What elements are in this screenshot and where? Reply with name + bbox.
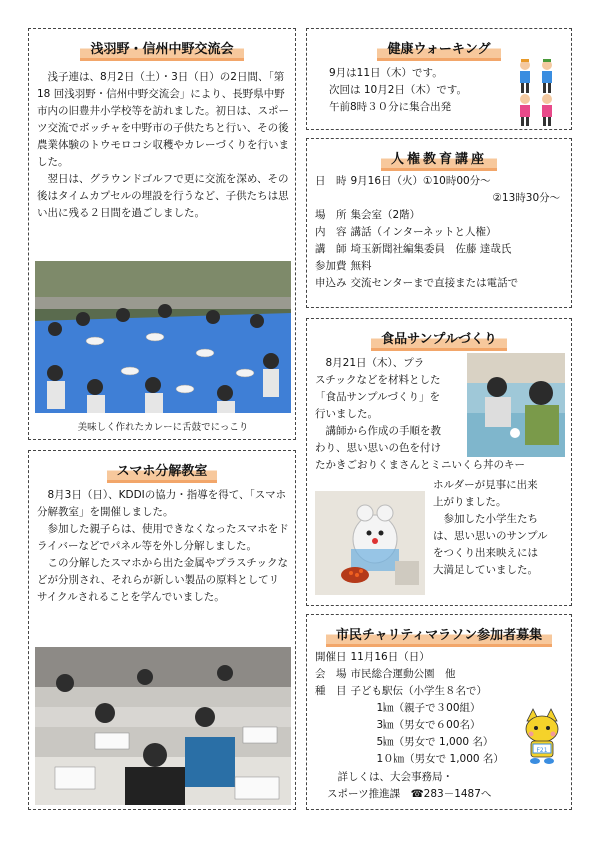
smartphone-body (37, 487, 289, 606)
jinken-row: ②13時30分～ (492, 192, 561, 204)
jinken-title: 人権教育講座 (307, 147, 571, 171)
sample-body-bottom (433, 477, 569, 579)
marathon-row: 5㎞（男女で 1,000 名） (376, 736, 494, 748)
curry-photo-caption: 美味しく作れたカレーに舌鼓でにっこり (77, 422, 249, 433)
sample-line: 大満足していました。 (433, 564, 538, 576)
smartphone-paragraph-2: 参加した親子らは、使用できなくなったスマホをドライバーなどでパネル等を外し分解しました。 (37, 523, 289, 552)
walking-title: 健康ウォーキング (307, 37, 571, 61)
marathon-row: 種 目 子ども駅伝（小学生８名で） (315, 685, 487, 697)
jinken-row: 内 容 講話（インターネットと人権） (315, 226, 497, 238)
marathon-row: 3㎞（男女で６00名） (376, 719, 481, 731)
exchange-paragraph-2: 翌日は、グラウンドゴルフで更に交流を深め、その後はタイムカプセルの埋設を行うなど、子供たちは思い出に残る２日間を過ごしました。 (37, 173, 289, 219)
marathon-row: 1０㎞（男女で 1,000 名） (376, 753, 504, 765)
smartphone-title: スマホ分解教室 (29, 459, 295, 483)
walking-line-1: 9月は11日（木）です。 (329, 67, 443, 79)
mascot-illustration (517, 707, 567, 767)
walking-line-3: 午前8時３０分に集合出発 (329, 101, 452, 113)
jinken-row: 申込み 交流センターまで直接または電話で (315, 277, 519, 289)
sample-photo-keychain-illustration (315, 491, 425, 595)
marathon-section (306, 614, 572, 810)
sample-line: は、思い思いのサンプル (433, 530, 548, 542)
marathon-row: 会 場 市民総合運動公園 他 (315, 668, 456, 680)
exchange-body (37, 69, 289, 222)
sample-line: 上がりました。 (433, 496, 507, 508)
sample-line: 参加した小学生たち (443, 513, 538, 525)
sample-title: 食品サンプルづくり (307, 327, 571, 351)
sample-line: たかきごおりくまさんとミニいくら丼のキー (315, 459, 525, 471)
jinken-row: 場 所 集会室（2階） (315, 209, 421, 221)
sample-line: スチックなどを材料とした (315, 374, 441, 386)
sample-photo-kids-illustration (467, 353, 565, 457)
smartphone-section (28, 450, 296, 810)
jinken-row: 講 師 埼玉新聞社編集委員 佐藤 達哉氏 (315, 243, 512, 255)
sample-line: ホルダーが見事に出来 (433, 479, 538, 491)
jinken-row: 日 時 9月16日（火）①10時00分～ (315, 175, 491, 187)
sample-line: 講師から作成の手順を教 (325, 425, 441, 437)
sample-line: 行いました。 (315, 408, 378, 420)
marathon-footer-line-1: 詳しくは、大会事務局・ (337, 771, 453, 783)
sample-line: 8月21日（木）、プラ (325, 357, 425, 369)
jinken-table (315, 173, 564, 292)
exchange-section (28, 28, 296, 440)
walking-body (329, 65, 509, 116)
marathon-table (315, 649, 508, 768)
smartphone-photo-illustration (35, 647, 291, 805)
curry-photo (35, 261, 291, 413)
sample-body-wide (315, 457, 569, 474)
jinken-row: 参加費 無料 (315, 260, 372, 272)
exchange-paragraph-1: 浅子連は、8月2日（土）・3日（日）の2日間、「第 18 回浅羽野・信州中野交流会」により、長野県中野市内の旧豊井小学校等を訪れました。初日は、スポーツ交流でボッチャを中野市の子供たちと行い、その後農業体験のトウモロコシ収穫やカレーづくりを行いました。 (37, 71, 289, 168)
jinken-section (306, 138, 572, 308)
smartphone-paragraph-3: この分解したスマホから出た金属やプラスチックなどが分別され、それらが新しい製品の原料としてリサイクルされることを学んでいました。 (37, 557, 288, 603)
sample-photo-keychain (315, 491, 425, 595)
sample-photo-kids (467, 353, 565, 457)
sample-line: をつくり出来映えには (433, 547, 538, 559)
walking-section (306, 28, 572, 130)
sample-line: 「食品サンプルづくり」を (315, 391, 441, 403)
smartphone-paragraph-1: 8月3日（日）、KDDIの協力・指導を得て、「スマホ分解教室」を開催しました。 (37, 489, 287, 518)
marathon-footer-line-2: スポーツ推進課 ☎283－1487へ (327, 788, 492, 800)
smartphone-photo (35, 647, 291, 805)
curry-photo-illustration (35, 261, 291, 413)
marathon-footer (327, 769, 567, 803)
sample-section (306, 318, 572, 606)
marathon-title: 市民チャリティマラソン参加者募集 (307, 623, 571, 647)
marathon-row: 1㎞（親子で３00組） (376, 702, 481, 714)
walking-line-2: 次回は 10月2日（木）です。 (329, 84, 468, 96)
sample-line: わり、思い思いの色を付け (315, 442, 441, 454)
sample-body-top (315, 355, 465, 457)
marathon-row: 開催日 11月16日（日） (315, 651, 430, 663)
exchange-title: 浅羽野・信州中野交流会 (29, 37, 295, 61)
walkers-illustration (513, 57, 561, 127)
mascot-bib-label: F21 (536, 747, 548, 754)
